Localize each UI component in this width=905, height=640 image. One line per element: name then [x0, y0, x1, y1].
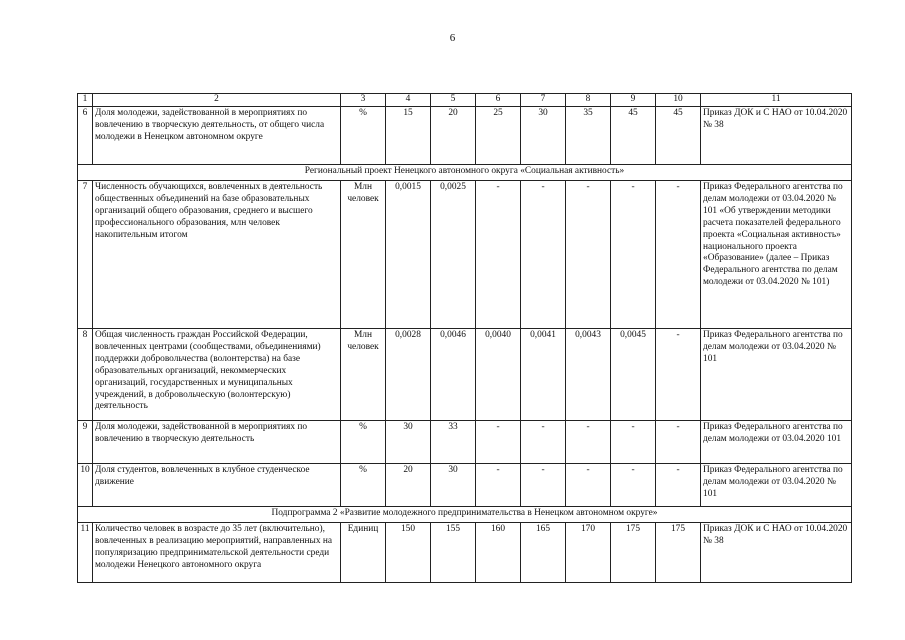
value-cell: - [476, 464, 521, 507]
value-cell: 45 [611, 107, 656, 165]
table-row [78, 181, 852, 329]
value-cell: - [476, 181, 521, 329]
unit-cell: Млн человек [341, 181, 386, 329]
value-cell: 0,0045 [611, 329, 656, 421]
value-cell: 0,0040 [476, 329, 521, 421]
column-header: 5 [431, 94, 476, 107]
value-cell: 15 [386, 107, 431, 165]
value-cell: - [611, 181, 656, 329]
value-cell: 175 [611, 523, 656, 583]
value-cell: 0,0015 [386, 181, 431, 329]
indicator-name: Количество человек в возрасте до 35 лет (включительно), вовлеченных в реализацию мероприятий, направленных на популяризацию предпринимательской деятельности среди молодежи Ненецкого автономного округа [93, 523, 341, 583]
source-document: Приказ Федерального агентства по делам молодежи от 03.04.2020 № 101 «Об утверждении методики расчета показателей федерального проекта «Социальная активность» национального проекта «Образование» (далее – Приказ Федерального агентства по делам молодежи от 03.04.2020 № 101) [701, 181, 852, 329]
column-header: 2 [93, 94, 341, 107]
source-document: Приказ Федерального агентства по делам молодежи от 03.04.2020 № 101 [701, 329, 852, 421]
page-number: 6 [449, 32, 456, 44]
value-cell: 20 [431, 107, 476, 165]
unit-cell: % [341, 464, 386, 507]
row-number: 9 [78, 421, 93, 464]
indicator-name: Численность обучающихся, вовлеченных в деятельность общественных объединений на базе образовательных организаций общего образования, среднего и высшего профессионального образования, млн человек накопительным итогом [93, 181, 341, 329]
column-header: 10 [656, 94, 701, 107]
source-document: Приказ Федерального агентства по делам молодежи от 03.04.2020 № 101 [701, 464, 852, 507]
table-row [78, 421, 852, 464]
table-row [78, 107, 852, 165]
value-cell: 20 [386, 464, 431, 507]
source-document: Приказ ДОК и С НАО от 10.04.2020 № 38 [701, 107, 852, 165]
value-cell: - [521, 464, 566, 507]
table-row [78, 523, 852, 583]
row-number: 11 [78, 523, 93, 583]
value-cell: 30 [521, 107, 566, 165]
value-cell: 30 [431, 464, 476, 507]
column-header: 1 [78, 94, 93, 107]
row-number: 8 [78, 329, 93, 421]
value-cell: - [521, 421, 566, 464]
header-row [78, 94, 852, 107]
indicator-name: Общая численность граждан Российской Федерации, вовлеченных центрами (сообществами, объединениями) поддержки добровольчества (волонтерства) на базе образовательных организаций, некоммерческих организаций, государственных и муниципальных учреждений, в добровольческую (волонтерскую) деятельность [93, 329, 341, 421]
value-cell: 25 [476, 107, 521, 165]
section-row [78, 507, 852, 523]
row-number: 6 [78, 107, 93, 165]
row-number: 7 [78, 181, 93, 329]
table-row [78, 464, 852, 507]
value-cell: - [656, 464, 701, 507]
unit-cell: Единиц [341, 523, 386, 583]
indicators-table [77, 93, 852, 583]
unit-cell: Млн человек [341, 329, 386, 421]
value-cell: 35 [566, 107, 611, 165]
column-header: 6 [476, 94, 521, 107]
value-cell: 0,0043 [566, 329, 611, 421]
value-cell: 30 [386, 421, 431, 464]
unit-cell: % [341, 107, 386, 165]
value-cell: 150 [386, 523, 431, 583]
value-cell: - [476, 421, 521, 464]
column-header: 7 [521, 94, 566, 107]
value-cell: - [566, 421, 611, 464]
source-document: Приказ ДОК и С НАО от 10.04.2020 № 38 [701, 523, 852, 583]
value-cell: 175 [656, 523, 701, 583]
value-cell: - [656, 421, 701, 464]
value-cell: 0,0028 [386, 329, 431, 421]
value-cell: 45 [656, 107, 701, 165]
value-cell: 0,0041 [521, 329, 566, 421]
value-cell: - [566, 464, 611, 507]
value-cell: - [656, 329, 701, 421]
column-header: 9 [611, 94, 656, 107]
value-cell: 160 [476, 523, 521, 583]
column-header: 11 [701, 94, 852, 107]
value-cell: - [611, 421, 656, 464]
value-cell: - [566, 181, 611, 329]
value-cell: 155 [431, 523, 476, 583]
source-document: Приказ Федерального агентства по делам молодежи от 03.04.2020 101 [701, 421, 852, 464]
section-title: Подпрограмма 2 «Развитие молодежного предпринимательства в Ненецком автономном округе» [78, 507, 852, 523]
value-cell: - [656, 181, 701, 329]
indicator-name: Доля молодежи, задействованной в мероприятиях по вовлечению в творческую деятельность, от общего числа молодежи в Ненецком автономном округе [93, 107, 341, 165]
table-row [78, 329, 852, 421]
value-cell: 0,0046 [431, 329, 476, 421]
column-header: 8 [566, 94, 611, 107]
value-cell: 0,0025 [431, 181, 476, 329]
value-cell: - [611, 464, 656, 507]
section-row [78, 165, 852, 181]
row-number: 10 [78, 464, 93, 507]
unit-cell: % [341, 421, 386, 464]
value-cell: 33 [431, 421, 476, 464]
column-header: 4 [386, 94, 431, 107]
section-title: Региональный проект Ненецкого автономного округа «Социальная активность» [78, 165, 852, 181]
value-cell: 165 [521, 523, 566, 583]
value-cell: - [521, 181, 566, 329]
indicator-name: Доля молодежи, задействованной в мероприятиях по вовлечению в творческую деятельность [93, 421, 341, 464]
value-cell: 170 [566, 523, 611, 583]
column-header: 3 [341, 94, 386, 107]
indicator-name: Доля студентов, вовлеченных в клубное студенческое движение [93, 464, 341, 507]
